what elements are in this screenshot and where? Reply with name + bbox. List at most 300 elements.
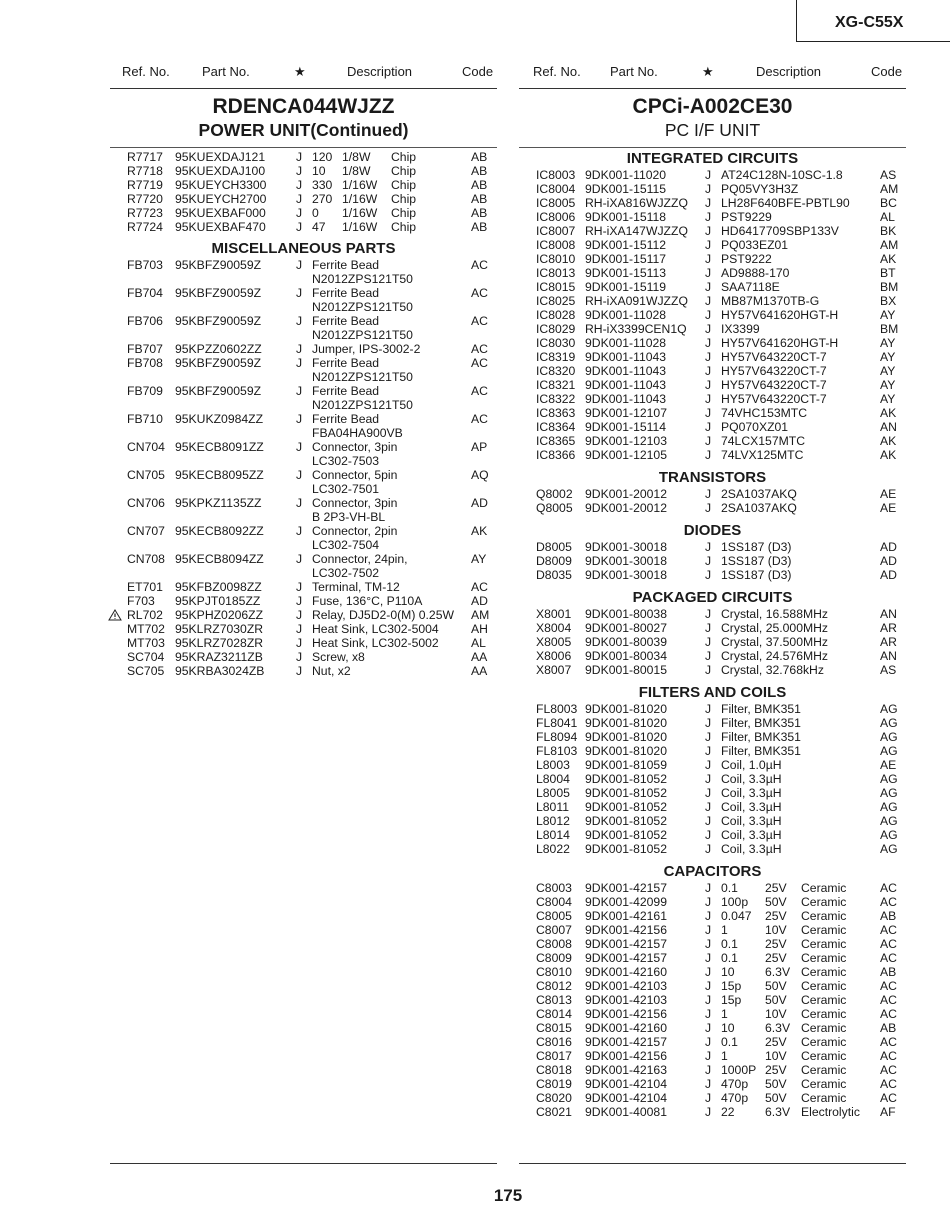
part-no: 9DK001-15114 bbox=[585, 420, 667, 434]
part-row bbox=[519, 501, 906, 515]
j-mark: J bbox=[705, 406, 712, 420]
part-row bbox=[519, 607, 906, 621]
part-no: 95KUEXDAJ121 bbox=[175, 150, 266, 164]
type: Ceramic bbox=[801, 1049, 847, 1063]
price-code: AF bbox=[880, 1105, 896, 1119]
type: Ceramic bbox=[801, 965, 847, 979]
ref-no: L8004 bbox=[536, 772, 570, 786]
j-mark: J bbox=[296, 164, 303, 178]
price-code: AC bbox=[880, 1091, 897, 1105]
price-code: AN bbox=[880, 649, 897, 663]
rating: 1/8W bbox=[342, 150, 371, 164]
part-no: 9DK001-20012 bbox=[585, 501, 667, 515]
type: Ceramic bbox=[801, 1021, 847, 1035]
capacitance: 0.047 bbox=[721, 909, 752, 923]
type: Chip bbox=[391, 220, 417, 234]
price-code: AC bbox=[880, 895, 897, 909]
description: AT24C128N-10SC-1.8 bbox=[721, 168, 843, 182]
j-mark: J bbox=[705, 540, 712, 554]
part-row bbox=[110, 664, 497, 678]
part-row bbox=[519, 392, 906, 406]
price-code: AL bbox=[471, 636, 486, 650]
description: Relay, DJ5D2-0(M) 0.25W bbox=[312, 608, 454, 622]
price-code: AC bbox=[471, 342, 488, 356]
part-no: 95KFBZ0098ZZ bbox=[175, 580, 262, 594]
ref-no: FB704 bbox=[127, 286, 163, 300]
price-code: AA bbox=[471, 650, 488, 664]
model-box bbox=[796, 0, 950, 42]
part-row bbox=[519, 1021, 906, 1035]
part-no: 9DK001-11043 bbox=[585, 364, 667, 378]
price-code: AK bbox=[880, 252, 897, 266]
ref-no: CN708 bbox=[127, 552, 165, 566]
part-row bbox=[519, 308, 906, 322]
description: IX3399 bbox=[721, 322, 760, 336]
part-row bbox=[519, 828, 906, 842]
capacitance: 0.1 bbox=[721, 951, 738, 965]
voltage: 25V bbox=[765, 951, 787, 965]
price-code: AD bbox=[471, 496, 488, 510]
part-no: 95KPKZ1135ZZ bbox=[175, 496, 262, 510]
part-row bbox=[519, 881, 906, 895]
voltage: 10V bbox=[765, 1049, 787, 1063]
ref-no: IC8365 bbox=[536, 434, 576, 448]
part-row bbox=[519, 487, 906, 501]
price-code: AH bbox=[471, 622, 488, 636]
description: Filter, BMK351 bbox=[721, 744, 801, 758]
part-row bbox=[519, 979, 906, 993]
j-mark: J bbox=[705, 895, 712, 909]
value: 10 bbox=[312, 164, 326, 178]
part-row bbox=[519, 993, 906, 1007]
part-no: 9DK001-42157 bbox=[585, 1035, 667, 1049]
unit-code: CPCi-A002CE30 bbox=[632, 95, 793, 118]
ref-no: CN705 bbox=[127, 468, 165, 482]
part-no: 9DK001-81052 bbox=[585, 814, 667, 828]
description: Coil, 3.3µH bbox=[721, 772, 782, 786]
ref-no: C8008 bbox=[536, 937, 572, 951]
j-mark: J bbox=[705, 1021, 712, 1035]
description-line-2: LC302-7504 bbox=[312, 538, 380, 552]
unit-name: PC I/F UNIT bbox=[664, 120, 761, 140]
description: Nut, x2 bbox=[312, 664, 351, 678]
ref-no: C8014 bbox=[536, 1007, 572, 1021]
unit-code: RDENCA044WJZZ bbox=[212, 95, 395, 118]
type: Chip bbox=[391, 150, 417, 164]
part-row bbox=[519, 702, 906, 716]
j-mark: J bbox=[705, 716, 712, 730]
part-row bbox=[519, 336, 906, 350]
price-code: AG bbox=[880, 828, 898, 842]
description-line-2: FBA04HA900VB bbox=[312, 426, 403, 440]
part-no: 95KBFZ90059Z bbox=[175, 258, 262, 272]
part-row bbox=[110, 594, 497, 608]
part-no: RH-iXA091WJZZQ bbox=[585, 294, 688, 308]
j-mark: J bbox=[705, 744, 712, 758]
unit-name: POWER UNIT(Continued) bbox=[198, 120, 409, 140]
header-description: Description bbox=[756, 64, 822, 79]
j-mark: J bbox=[705, 182, 712, 196]
description: Coil, 3.3µH bbox=[721, 800, 782, 814]
capacitance: 0.1 bbox=[721, 881, 738, 895]
ref-no: IC8013 bbox=[536, 266, 576, 280]
type: Ceramic bbox=[801, 1091, 847, 1105]
price-code: BM bbox=[880, 280, 899, 294]
price-code: AC bbox=[880, 937, 897, 951]
part-no: 9DK001-15117 bbox=[585, 252, 667, 266]
rating: 1/16W bbox=[342, 192, 378, 206]
price-code: AC bbox=[880, 979, 897, 993]
description: Connector, 2pin bbox=[312, 524, 398, 538]
part-no: 95KPHZ0206ZZ bbox=[175, 608, 264, 622]
section-title: PACKAGED CIRCUITS bbox=[632, 589, 793, 606]
part-row bbox=[110, 524, 497, 538]
j-mark: J bbox=[296, 384, 303, 398]
part-row-continued bbox=[110, 370, 497, 384]
part-no: 9DK001-42156 bbox=[585, 923, 667, 937]
description: PQ033EZ01 bbox=[721, 238, 789, 252]
part-no: 9DK001-15118 bbox=[585, 210, 667, 224]
part-no: 9DK001-42157 bbox=[585, 937, 667, 951]
description: Heat Sink, LC302-5004 bbox=[312, 622, 439, 636]
part-no: 95KBFZ90059Z bbox=[175, 384, 262, 398]
price-code: AG bbox=[880, 786, 898, 800]
ref-no: MT703 bbox=[127, 636, 165, 650]
j-mark: J bbox=[296, 286, 303, 300]
part-no: 9DK001-42163 bbox=[585, 1063, 667, 1077]
misc-parts-list bbox=[110, 258, 497, 678]
ref-no: IC8028 bbox=[536, 308, 576, 322]
j-mark: J bbox=[705, 951, 712, 965]
price-code: AK bbox=[880, 434, 897, 448]
part-no: 95KECB8094ZZ bbox=[175, 552, 264, 566]
description: Jumper, IPS-3002-2 bbox=[312, 342, 421, 356]
part-no: 9DK001-11043 bbox=[585, 378, 667, 392]
part-no: 95KLRZ7030ZR bbox=[175, 622, 264, 636]
part-row bbox=[110, 608, 497, 622]
price-code: BK bbox=[880, 224, 897, 238]
description: Connector, 3pin bbox=[312, 440, 398, 454]
ref-no: IC8363 bbox=[536, 406, 576, 420]
value: 330 bbox=[312, 178, 333, 192]
part-row bbox=[110, 636, 497, 650]
ref-no: IC8366 bbox=[536, 448, 576, 462]
part-row bbox=[519, 1063, 906, 1077]
voltage: 25V bbox=[765, 937, 787, 951]
type: Chip bbox=[391, 178, 417, 192]
type: Ceramic bbox=[801, 881, 847, 895]
capacitance: 1 bbox=[721, 1049, 728, 1063]
j-mark: J bbox=[705, 786, 712, 800]
price-code: AC bbox=[471, 412, 488, 426]
description: 1SS187 (D3) bbox=[721, 568, 792, 582]
part-no: 9DK001-81059 bbox=[585, 758, 667, 772]
j-mark: J bbox=[296, 622, 303, 636]
capacitor-list bbox=[519, 881, 906, 1119]
value: 120 bbox=[312, 150, 333, 164]
part-no: 95KBFZ90059Z bbox=[175, 356, 262, 370]
header-ref-no: Ref. No. bbox=[122, 64, 170, 79]
section-title: DIODES bbox=[683, 522, 742, 539]
description: Filter, BMK351 bbox=[721, 730, 801, 744]
part-row bbox=[110, 164, 497, 178]
description: Ferrite Bead bbox=[312, 412, 380, 426]
ref-no: IC8364 bbox=[536, 420, 576, 434]
ref-no: C8017 bbox=[536, 1049, 572, 1063]
j-mark: J bbox=[705, 828, 712, 842]
description: MB87M1370TB-G bbox=[721, 294, 820, 308]
j-mark: J bbox=[296, 258, 303, 272]
price-code: AC bbox=[880, 1035, 897, 1049]
ref-no: C8013 bbox=[536, 993, 572, 1007]
ref-no: IC8320 bbox=[536, 364, 576, 378]
left-column-header bbox=[110, 60, 497, 82]
ref-no: SC705 bbox=[127, 664, 165, 678]
j-mark: J bbox=[705, 224, 712, 238]
description: 1SS187 (D3) bbox=[721, 540, 792, 554]
ref-no: C8020 bbox=[536, 1091, 572, 1105]
voltage: 50V bbox=[765, 1091, 787, 1105]
part-row bbox=[519, 965, 906, 979]
part-row bbox=[519, 716, 906, 730]
price-code: AD bbox=[880, 554, 897, 568]
description: Coil, 3.3µH bbox=[721, 828, 782, 842]
ref-no: IC8005 bbox=[536, 196, 576, 210]
voltage: 10V bbox=[765, 1007, 787, 1021]
price-code: AG bbox=[880, 730, 898, 744]
part-row bbox=[519, 280, 906, 294]
j-mark: J bbox=[705, 979, 712, 993]
price-code: AE bbox=[880, 501, 897, 515]
j-mark: J bbox=[705, 336, 712, 350]
price-code: AD bbox=[471, 594, 488, 608]
description: Coil, 3.3µH bbox=[721, 842, 782, 856]
header-star: ★ bbox=[702, 64, 714, 79]
description: SAA7118E bbox=[721, 280, 780, 294]
header-code: Code bbox=[871, 64, 903, 79]
part-row bbox=[519, 923, 906, 937]
price-code: AM bbox=[880, 238, 899, 252]
ref-no: IC8321 bbox=[536, 378, 576, 392]
j-mark: J bbox=[705, 1105, 712, 1119]
part-no: 9DK001-15112 bbox=[585, 238, 667, 252]
header-description: Description bbox=[347, 64, 413, 79]
part-row bbox=[110, 286, 497, 300]
part-no: 95KUEYCH3300 bbox=[175, 178, 267, 192]
description: Coil, 1.0µH bbox=[721, 758, 782, 772]
part-no: 9DK001-42104 bbox=[585, 1091, 667, 1105]
part-row bbox=[519, 814, 906, 828]
ref-no: IC8319 bbox=[536, 350, 576, 364]
part-row bbox=[519, 1077, 906, 1091]
part-row-continued bbox=[110, 566, 497, 580]
price-code: AG bbox=[880, 814, 898, 828]
part-no: 95KECB8092ZZ bbox=[175, 524, 264, 538]
ref-no: FB707 bbox=[127, 342, 163, 356]
price-code: AG bbox=[880, 800, 898, 814]
type: Ceramic bbox=[801, 923, 847, 937]
ref-no: R7724 bbox=[127, 220, 163, 234]
part-row bbox=[519, 1035, 906, 1049]
part-no: 9DK001-42156 bbox=[585, 1049, 667, 1063]
ref-no: FB710 bbox=[127, 412, 163, 426]
ref-no: IC8322 bbox=[536, 392, 576, 406]
description: Ferrite Bead bbox=[312, 356, 380, 370]
part-row bbox=[519, 842, 906, 856]
price-code: AC bbox=[880, 923, 897, 937]
price-code: AB bbox=[880, 965, 897, 979]
part-no: 9DK001-30018 bbox=[585, 568, 667, 582]
price-code: AC bbox=[471, 258, 488, 272]
ref-no: C8021 bbox=[536, 1105, 572, 1119]
description: HD6417709SBP133V bbox=[721, 224, 839, 238]
ref-no: IC8029 bbox=[536, 322, 576, 336]
section-title-capacitors: CAPACITORS bbox=[663, 863, 762, 880]
section-title: INTEGRATED CIRCUITS bbox=[626, 150, 799, 167]
price-code: AK bbox=[471, 524, 488, 538]
part-no: 9DK001-11028 bbox=[585, 308, 667, 322]
part-no: 9DK001-81020 bbox=[585, 730, 667, 744]
voltage: 25V bbox=[765, 1063, 787, 1077]
j-mark: J bbox=[296, 636, 303, 650]
price-code: AC bbox=[880, 1077, 897, 1091]
ref-no: R7720 bbox=[127, 192, 163, 206]
part-row-continued bbox=[110, 300, 497, 314]
part-row-continued bbox=[110, 398, 497, 412]
price-code: AR bbox=[880, 635, 897, 649]
price-code: AC bbox=[880, 1063, 897, 1077]
part-no: 9DK001-42160 bbox=[585, 965, 667, 979]
part-row bbox=[519, 294, 906, 308]
price-code: AP bbox=[471, 440, 488, 454]
part-row bbox=[519, 663, 906, 677]
part-no: 9DK001-81052 bbox=[585, 828, 667, 842]
capacitance: 1000P bbox=[721, 1063, 757, 1077]
ref-no: SC704 bbox=[127, 650, 165, 664]
j-mark: J bbox=[705, 621, 712, 635]
ref-no: FB708 bbox=[127, 356, 163, 370]
ref-no: Q8005 bbox=[536, 501, 573, 515]
part-no: 95KUEYCH2700 bbox=[175, 192, 267, 206]
price-code: AY bbox=[880, 378, 896, 392]
part-row bbox=[110, 580, 497, 594]
ref-no: IC8006 bbox=[536, 210, 576, 224]
j-mark: J bbox=[705, 800, 712, 814]
capacitance: 470p bbox=[721, 1091, 749, 1105]
j-mark: J bbox=[705, 993, 712, 1007]
ref-no: L8022 bbox=[536, 842, 570, 856]
price-code: BT bbox=[880, 266, 896, 280]
type: Ceramic bbox=[801, 895, 847, 909]
j-mark: J bbox=[296, 594, 303, 608]
price-code: AG bbox=[880, 772, 898, 786]
part-row bbox=[110, 496, 497, 510]
description: Crystal, 32.768kHz bbox=[721, 663, 824, 677]
ref-no: X8006 bbox=[536, 649, 572, 663]
part-row bbox=[110, 220, 497, 234]
part-row bbox=[519, 1105, 906, 1119]
type: Chip bbox=[391, 192, 417, 206]
part-no: 9DK001-42099 bbox=[585, 895, 667, 909]
part-row bbox=[110, 342, 497, 356]
j-mark: J bbox=[705, 350, 712, 364]
description-line-2: B 2P3-VH-BL bbox=[312, 510, 386, 524]
part-no: 9DK001-80038 bbox=[585, 607, 667, 621]
part-row bbox=[519, 786, 906, 800]
type: Ceramic bbox=[801, 979, 847, 993]
price-code: AS bbox=[880, 168, 897, 182]
part-row-continued bbox=[110, 426, 497, 440]
voltage: 25V bbox=[765, 881, 787, 895]
part-row bbox=[519, 540, 906, 554]
part-no: 9DK001-30018 bbox=[585, 540, 667, 554]
ref-no: C8005 bbox=[536, 909, 572, 923]
header-star: ★ bbox=[294, 64, 306, 79]
part-no: 95KPJT0185ZZ bbox=[175, 594, 261, 608]
j-mark: J bbox=[705, 1049, 712, 1063]
part-no: 9DK001-42104 bbox=[585, 1077, 667, 1091]
section-title: TRANSISTORS bbox=[658, 469, 767, 486]
voltage: 50V bbox=[765, 895, 787, 909]
header-ref-no: Ref. No. bbox=[533, 64, 581, 79]
description: HY57V641620HGT-H bbox=[721, 336, 839, 350]
j-mark: J bbox=[296, 440, 303, 454]
part-no: RH-iXA816WJZZQ bbox=[585, 196, 688, 210]
header-part-no: Part No. bbox=[610, 64, 658, 79]
part-row bbox=[519, 364, 906, 378]
header-code: Code bbox=[462, 64, 494, 79]
j-mark: J bbox=[705, 294, 712, 308]
part-no: 9DK001-81020 bbox=[585, 702, 667, 716]
description: LH28F640BFE-PBTL90 bbox=[721, 196, 850, 210]
part-row bbox=[519, 252, 906, 266]
ref-no: R7719 bbox=[127, 178, 163, 192]
ref-no: CN706 bbox=[127, 496, 165, 510]
description: Crystal, 16.588MHz bbox=[721, 607, 829, 621]
j-mark: J bbox=[705, 266, 712, 280]
j-mark: J bbox=[296, 524, 303, 538]
ref-no: IC8004 bbox=[536, 182, 576, 196]
part-row bbox=[519, 937, 906, 951]
part-no: 9DK001-81020 bbox=[585, 716, 667, 730]
part-row bbox=[519, 554, 906, 568]
description: PQ05VY3H3Z bbox=[721, 182, 799, 196]
ref-no: X8001 bbox=[536, 607, 572, 621]
ref-no: RL702 bbox=[127, 608, 163, 622]
description: 74VHC153MTC bbox=[721, 406, 808, 420]
part-no: 9DK001-80034 bbox=[585, 649, 667, 663]
part-no: 9DK001-30018 bbox=[585, 554, 667, 568]
part-row bbox=[110, 356, 497, 370]
voltage: 6.3V bbox=[765, 1105, 791, 1119]
ref-no: C8012 bbox=[536, 979, 572, 993]
price-code: AE bbox=[880, 758, 897, 772]
j-mark: J bbox=[705, 568, 712, 582]
part-row bbox=[519, 1049, 906, 1063]
capacitance: 470p bbox=[721, 1077, 749, 1091]
description-line-2: N2012ZPS121T50 bbox=[312, 328, 413, 342]
part-no: RH-iX3399CEN1Q bbox=[585, 322, 687, 336]
price-code: AG bbox=[880, 842, 898, 856]
ref-no: IC8010 bbox=[536, 252, 576, 266]
j-mark: J bbox=[705, 252, 712, 266]
part-row bbox=[519, 758, 906, 772]
part-no: 9DK001-15119 bbox=[585, 280, 667, 294]
type: Ceramic bbox=[801, 951, 847, 965]
j-mark: J bbox=[296, 178, 303, 192]
j-mark: J bbox=[296, 664, 303, 678]
part-row bbox=[519, 182, 906, 196]
